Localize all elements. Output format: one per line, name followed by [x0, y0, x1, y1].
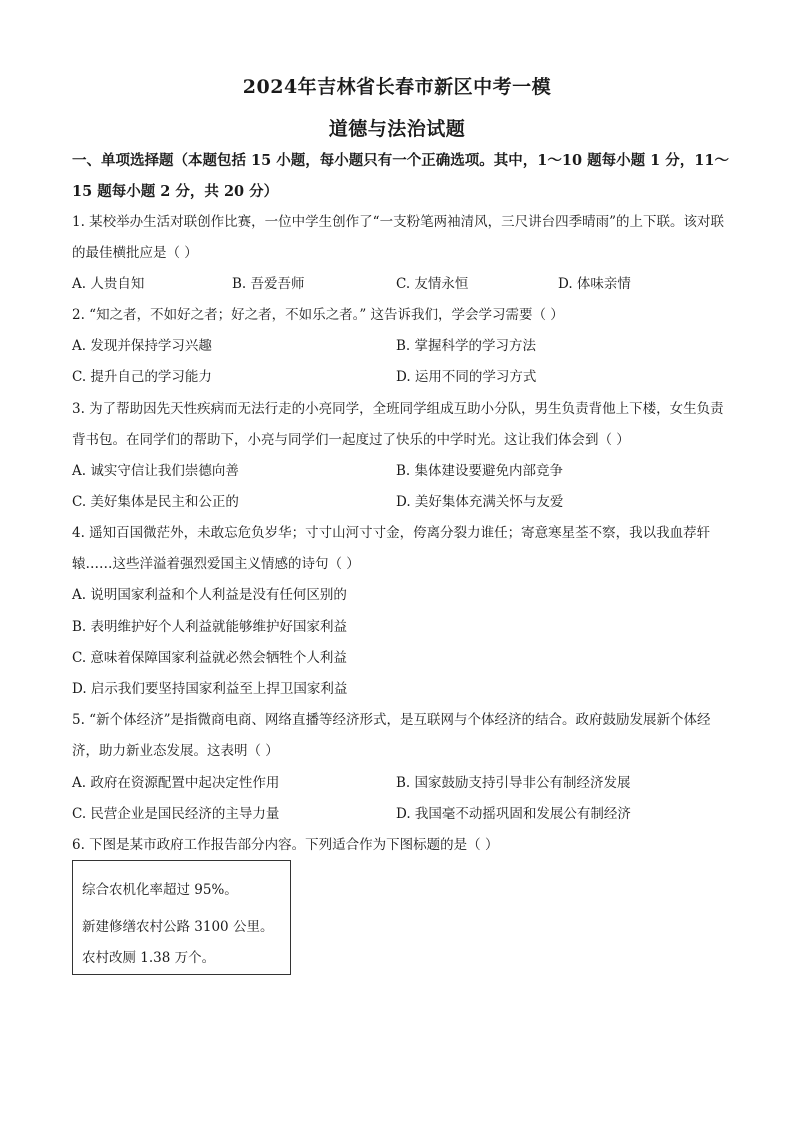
- option-c: C. 友情永恒: [396, 276, 469, 292]
- exam-subtitle: 道德与法治试题: [328, 118, 466, 140]
- option-d: D. 运用不同的学习方式: [396, 369, 537, 385]
- option-a: A. 发现并保持学习兴趣: [72, 338, 212, 354]
- option-c: C. 意味着保障国家利益就必然会牺牲个人利益: [72, 650, 347, 666]
- option-b: B. 国家鼓励支持引导非公有制经济发展: [396, 775, 631, 791]
- question-4-stem: 4. 遥知百国微茫外，未敢忘危负岁华；寸寸山河寸寸金，侉离分裂力谁任；寄意寒星荃不察，我以我血荐轩辕……这些洋溢着强烈爱国主义情感的诗句（ ）: [72, 525, 711, 572]
- option-a: A. 说明国家利益和个人利益是没有任何区别的: [72, 587, 347, 603]
- report-line: 综合农机化率超过 95%。: [82, 882, 238, 898]
- question-6-stem: 6. 下图是某市政府工作报告部分内容。下列适合作为下图标题的是（ ）: [72, 837, 499, 853]
- option-c: C. 提升自己的学习能力: [72, 369, 212, 385]
- option-b: B. 吾爱吾师: [232, 276, 305, 292]
- question-1-stem: 1. 某校举办生活对联创作比赛，一位中学生创作了“一支粉笔两袖清风，三尺讲台四季晴雨”的上下联。该对联的最佳横批应是（ ）: [72, 214, 724, 261]
- question-1-options: [72, 269, 732, 300]
- question-3-options-row-2: [72, 487, 732, 518]
- option-a: A. 政府在资源配置中起决定性作用: [72, 775, 280, 791]
- option-b: B. 集体建设要避免内部竞争: [396, 463, 564, 479]
- option-d: D. 美好集体充满关怀与友爱: [396, 494, 564, 510]
- question-3-stem: 3. 为了帮助因先天性疾病而无法行走的小亮同学，全班同学组成互助小分队，男生负责背他上下楼，女生负责背书包。在同学们的帮助下，小亮与同学们一起度过了快乐的中学时光。这让我们体会到（ ）: [72, 401, 724, 448]
- question-2-options-row-1: [72, 331, 732, 362]
- report-line: 农村改厕 1.38 万个。: [82, 950, 216, 966]
- report-excerpt-box: [72, 860, 291, 975]
- section-heading: 一、单项选择题（本题包括 15 小题，每小题只有一个正确选项。其中，1～10 题每小题 1 分，11～15 题每小题 2 分，共 20 分）: [72, 152, 729, 200]
- option-d: D. 体味亲情: [558, 276, 631, 292]
- option-d: D. 启示我们要坚持国家利益至上捍卫国家利益: [72, 681, 348, 697]
- option-d: D. 我国毫不动摇巩固和发展公有制经济: [396, 806, 631, 822]
- question-5-options-row-2: [72, 799, 732, 830]
- question-5-stem: 5. “新个体经济”是指微商电商、网络直播等经济形式，是互联网与个体经济的结合。政府鼓励发展新个体经济，助力新业态发展。这表明（ ）: [72, 712, 711, 759]
- exam-title: 2024年吉林省长春市新区中考一模: [242, 76, 552, 98]
- question-2-stem: 2. “知之者，不如好之者；好之者，不如乐之者。” 这告诉我们，学会学习需要（ ）: [72, 307, 564, 323]
- option-a: A. 诚实守信让我们崇德向善: [72, 463, 239, 479]
- option-a: A. 人贵自知: [72, 276, 145, 292]
- question-5-options-row-1: [72, 768, 732, 799]
- option-c: C. 美好集体是民主和公正的: [72, 494, 239, 510]
- question-3-options-row-1: [72, 456, 732, 487]
- option-c: C. 民营企业是国民经济的主导力量: [72, 806, 280, 822]
- option-b: B. 表明维护好个人利益就能够维护好国家利益: [72, 619, 348, 635]
- option-b: B. 掌握科学的学习方法: [396, 338, 537, 354]
- report-line: 新建修缮农村公路 3100 公里。: [82, 919, 274, 935]
- question-2-options-row-2: [72, 362, 732, 393]
